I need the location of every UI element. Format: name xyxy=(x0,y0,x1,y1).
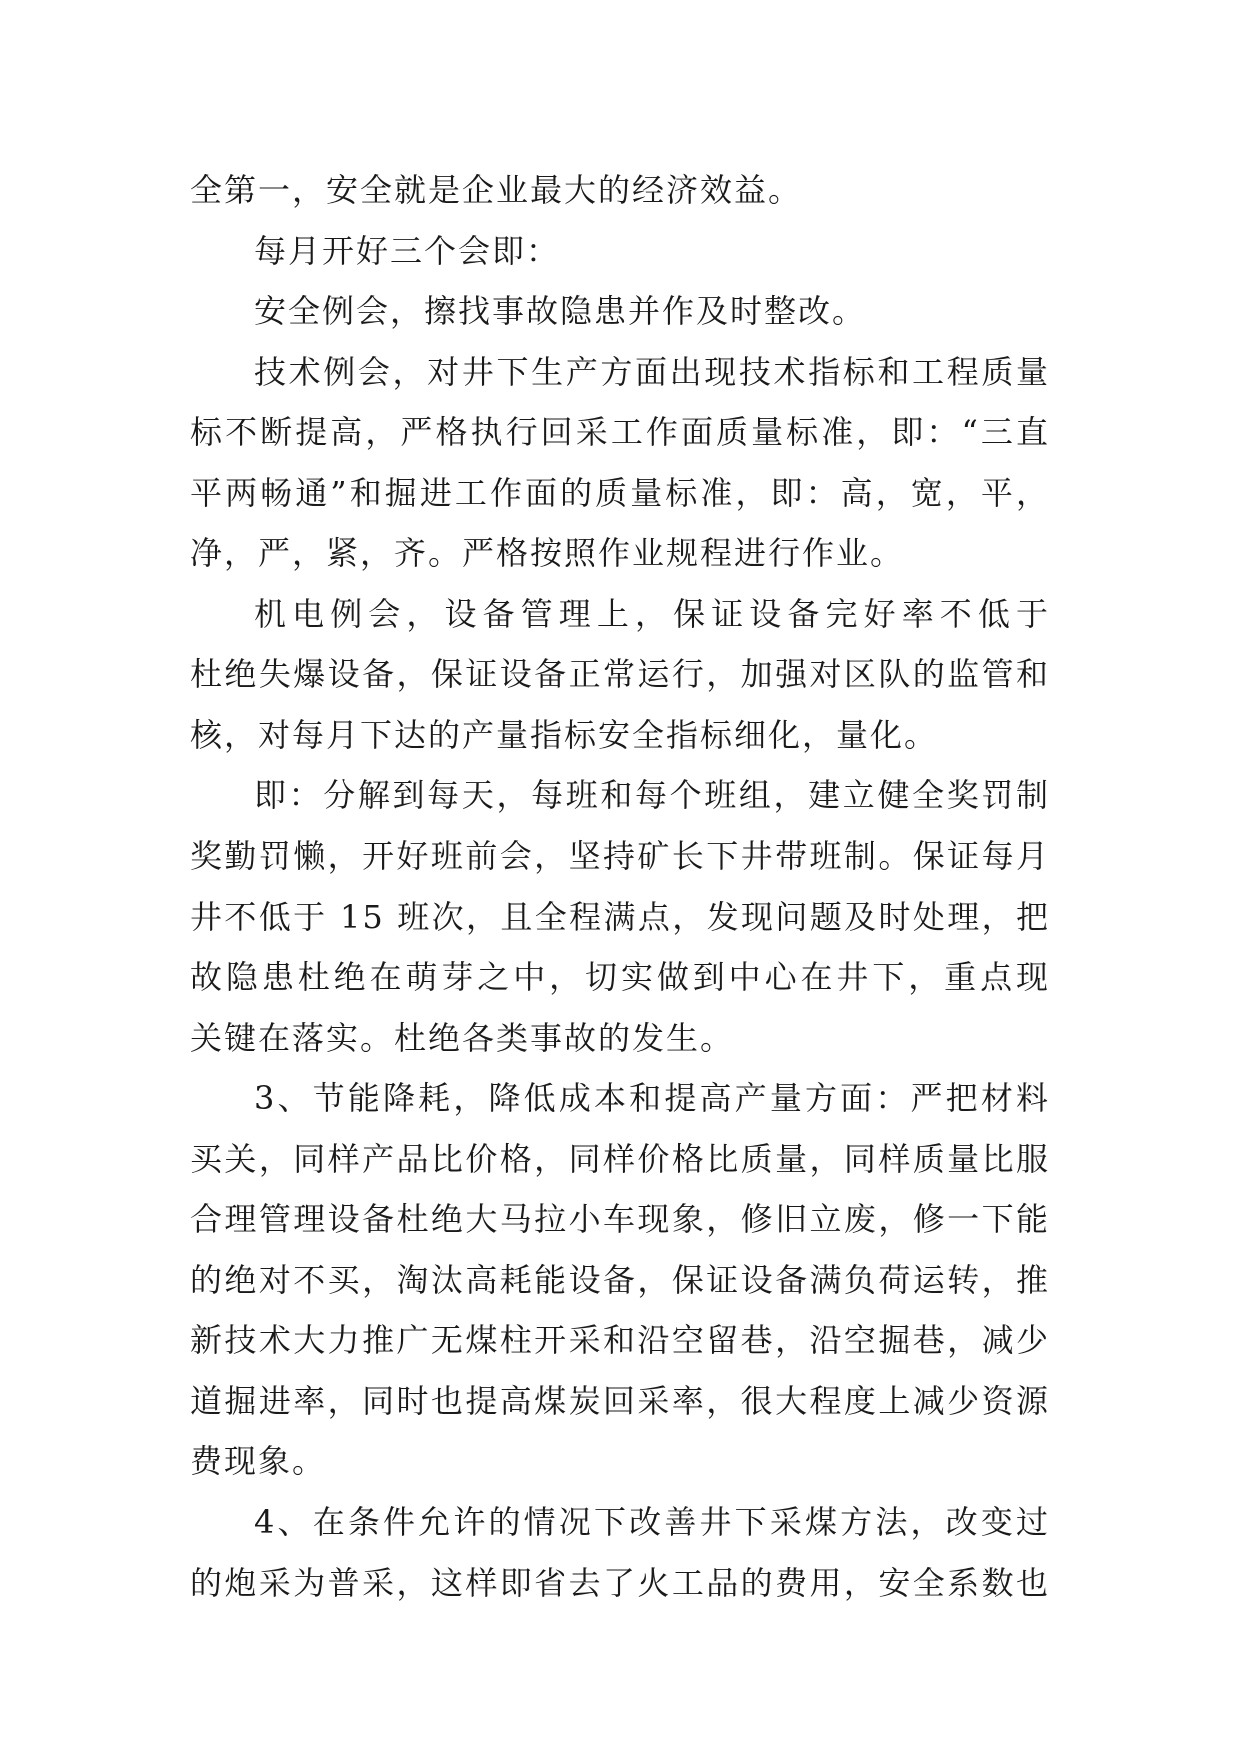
text-line: 买关，同样产品比价格，同样价格比质量，同样质量比服 xyxy=(190,1139,1050,1178)
text-line: 核，对每月下达的产量指标安全指标细化，量化。 xyxy=(190,715,939,754)
text-line: 杜绝失爆设备，保证设备正常运行，加强对区队的监管和 xyxy=(190,655,1050,694)
text-line: 平两畅通”和掘进工作面的质量标准，即：高，宽，平， xyxy=(190,473,1050,512)
text-line: 全第一，安全就是企业最大的经济效益。 xyxy=(190,171,803,209)
text-line: 技术例会，对井下生产方面出现技术指标和工程质量 xyxy=(254,352,1050,391)
text-line: 机电例会，设备管理上，保证设备完好率不低于 xyxy=(254,594,1050,633)
text-line: 的炮采为普采，这样即省去了火工品的费用，安全系数也 xyxy=(190,1563,1050,1602)
text-line: 新技术大力推广无煤柱开采和沿空留巷，沿空掘巷，减少 xyxy=(190,1321,1050,1360)
text-line: 费现象。 xyxy=(190,1442,327,1481)
text-line: 标不断提高，严格执行回采工作面质量标准，即：“三直 xyxy=(190,413,1050,452)
text-line: 道掘进率，同时也提高煤炭回采率，很大程度上减少资源 xyxy=(190,1381,1050,1420)
text-line: 安全例会，擦找事故隐患并作及时整改。 xyxy=(254,292,867,331)
document-body xyxy=(190,160,1050,1613)
text-line: 井不低于 15 班次，且全程满点，发现问题及时处理，把 xyxy=(190,897,1050,936)
text-line: 合理管理设备杜绝大马拉小车现象，修旧立废，修一下能 xyxy=(190,1200,1050,1239)
text-line: 即：分解到每天，每班和每个班组，建立健全奖罚制 xyxy=(254,776,1050,815)
text-line: 关键在落实。杜绝各类事故的发生。 xyxy=(190,1018,735,1057)
text-line: 故隐患杜绝在萌芽之中，切实做到中心在井下，重点现 xyxy=(190,958,1050,997)
text-line: 的绝对不买，淘汰高耗能设备，保证设备满负荷运转，推 xyxy=(190,1260,1050,1299)
text-line: 3、节能降耗，降低成本和提高产量方面：严把材料 xyxy=(254,1079,1050,1118)
text-line: 净，严，紧，齐。严格按照作业规程进行作业。 xyxy=(190,534,905,573)
text-line: 4、在条件允许的情况下改善井下采煤方法，改变过 xyxy=(254,1503,1050,1542)
text-line: 奖勤罚懒，开好班前会，坚持矿长下井带班制。保证每月 xyxy=(190,837,1050,876)
text-line: 每月开好三个会即： xyxy=(254,231,561,270)
